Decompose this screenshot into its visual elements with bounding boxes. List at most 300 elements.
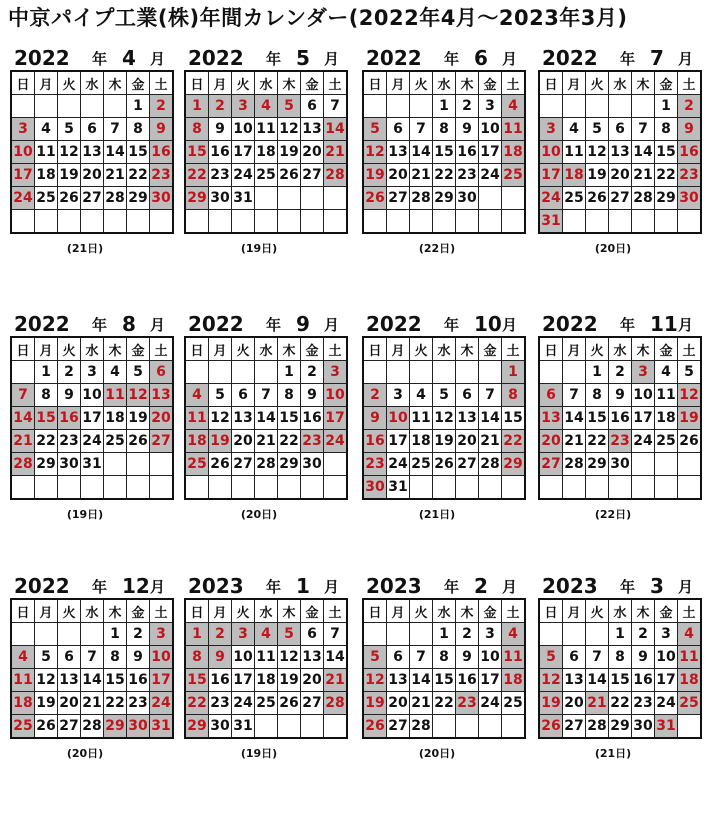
holiday-cell: 3 xyxy=(232,623,255,646)
day-cell: 28 xyxy=(586,715,609,739)
day-cell: 1 xyxy=(433,623,456,646)
holiday-cell: 4 xyxy=(255,95,278,118)
week-row xyxy=(185,623,347,646)
day-cell: 14 xyxy=(410,669,433,692)
day-cell: 2 xyxy=(456,95,479,118)
weekday-cell: 月 xyxy=(209,337,232,361)
holiday-cell: 11 xyxy=(502,646,526,669)
holiday-cell: 23 xyxy=(363,453,387,476)
empty-cell xyxy=(479,715,502,739)
day-cell: 24 xyxy=(232,164,255,187)
day-cell: 1 xyxy=(35,361,58,384)
holiday-cell: 23 xyxy=(609,430,632,453)
year-suffix: 年 xyxy=(92,316,108,334)
holiday-cell: 18 xyxy=(502,141,526,164)
day-cell: 17 xyxy=(232,141,255,164)
day-cell: 30 xyxy=(301,453,324,476)
day-cell: 31 xyxy=(232,715,255,739)
day-cell: 18 xyxy=(255,141,278,164)
weekday-header-row xyxy=(185,337,347,361)
weekday-cell: 金 xyxy=(127,71,150,95)
weekday-cell: 土 xyxy=(324,71,348,95)
day-cell: 13 xyxy=(301,646,324,669)
month-label: 4 xyxy=(122,46,136,70)
empty-cell xyxy=(255,715,278,739)
holiday-cell: 19 xyxy=(363,164,387,187)
day-cell: 13 xyxy=(563,669,586,692)
day-cell: 17 xyxy=(479,141,502,164)
day-cell: 12 xyxy=(58,141,81,164)
day-cell: 27 xyxy=(456,453,479,476)
day-cell: 28 xyxy=(632,187,655,210)
holiday-cell: 31 xyxy=(655,715,678,739)
day-cell: 10 xyxy=(479,118,502,141)
workday-count: (21日) xyxy=(594,747,632,760)
day-cell: 21 xyxy=(632,164,655,187)
week-row xyxy=(363,187,525,210)
day-cell: 13 xyxy=(387,141,410,164)
weekday-cell: 水 xyxy=(81,337,104,361)
week-row xyxy=(11,164,173,187)
month-label: 3 xyxy=(650,574,664,598)
month-calendar xyxy=(538,42,698,256)
empty-cell xyxy=(324,715,348,739)
day-cell: 16 xyxy=(127,669,150,692)
holiday-cell: 9 xyxy=(678,118,702,141)
holiday-cell: 5 xyxy=(363,646,387,669)
weekday-cell: 土 xyxy=(502,599,526,623)
day-cell: 9 xyxy=(127,646,150,669)
day-cell: 18 xyxy=(410,430,433,453)
day-cell: 19 xyxy=(278,669,301,692)
weekday-cell: 火 xyxy=(232,337,255,361)
month-label: 9 xyxy=(296,312,310,336)
weekday-cell: 土 xyxy=(324,599,348,623)
holiday-cell: 19 xyxy=(209,430,232,453)
holiday-cell: 10 xyxy=(11,141,35,164)
day-cell: 21 xyxy=(81,692,104,715)
day-cell: 6 xyxy=(232,384,255,407)
week-row xyxy=(363,669,525,692)
weekday-cell: 月 xyxy=(35,337,58,361)
day-cell: 9 xyxy=(209,118,232,141)
holiday-cell: 16 xyxy=(678,141,702,164)
day-cell: 25 xyxy=(655,430,678,453)
day-cell: 8 xyxy=(278,384,301,407)
year-suffix: 年 xyxy=(266,578,282,596)
day-cell: 27 xyxy=(232,453,255,476)
holiday-cell: 20 xyxy=(150,407,174,430)
week-row xyxy=(11,210,173,234)
day-cell: 15 xyxy=(278,407,301,430)
empty-cell xyxy=(539,476,563,500)
holiday-cell: 27 xyxy=(150,430,174,453)
month-calendar xyxy=(10,308,170,522)
day-cell: 24 xyxy=(81,430,104,453)
day-cell: 26 xyxy=(433,453,456,476)
week-row xyxy=(363,141,525,164)
holiday-cell: 11 xyxy=(11,669,35,692)
workday-count: (19日) xyxy=(240,242,278,255)
month-calendar xyxy=(538,570,698,761)
empty-cell xyxy=(81,476,104,500)
empty-cell xyxy=(104,453,127,476)
empty-cell xyxy=(479,476,502,500)
day-cell: 3 xyxy=(479,623,502,646)
day-cell: 11 xyxy=(35,141,58,164)
holiday-cell: 29 xyxy=(502,453,526,476)
week-row xyxy=(363,164,525,187)
day-cell: 28 xyxy=(255,453,278,476)
weekday-header-row xyxy=(539,337,701,361)
day-cell: 21 xyxy=(410,692,433,715)
day-cell: 18 xyxy=(255,669,278,692)
holiday-cell: 4 xyxy=(11,646,35,669)
day-cell: 16 xyxy=(456,669,479,692)
month-header xyxy=(10,308,170,336)
day-cell: 28 xyxy=(410,715,433,739)
weekday-header-row xyxy=(363,71,525,95)
day-cell: 15 xyxy=(609,669,632,692)
day-cell: 17 xyxy=(655,669,678,692)
weekday-header-row xyxy=(539,71,701,95)
holiday-cell: 8 xyxy=(502,384,526,407)
week-row xyxy=(185,453,347,476)
empty-cell xyxy=(655,476,678,500)
day-cell: 20 xyxy=(387,692,410,715)
empty-cell xyxy=(255,361,278,384)
week-row xyxy=(539,646,701,669)
week-row xyxy=(363,95,525,118)
week-row xyxy=(539,430,701,453)
month-table xyxy=(362,70,526,234)
weekday-cell: 水 xyxy=(609,71,632,95)
day-cell: 24 xyxy=(632,430,655,453)
day-cell: 21 xyxy=(563,430,586,453)
weekday-cell: 水 xyxy=(81,71,104,95)
weekday-cell: 土 xyxy=(502,71,526,95)
day-cell: 5 xyxy=(127,361,150,384)
workday-count: (20日) xyxy=(66,747,104,760)
holiday-cell: 5 xyxy=(363,118,387,141)
holiday-cell: 13 xyxy=(539,407,563,430)
empty-cell xyxy=(563,623,586,646)
empty-cell xyxy=(58,210,81,234)
empty-cell xyxy=(586,210,609,234)
day-cell: 9 xyxy=(609,384,632,407)
day-cell: 22 xyxy=(433,692,456,715)
empty-cell xyxy=(632,210,655,234)
holiday-cell: 4 xyxy=(255,623,278,646)
year-suffix: 年 xyxy=(620,578,636,596)
week-row xyxy=(11,646,173,669)
month-label: 1 xyxy=(296,574,310,598)
day-cell: 17 xyxy=(632,407,655,430)
week-row xyxy=(539,692,701,715)
holiday-cell: 9 xyxy=(209,646,232,669)
weekday-cell: 土 xyxy=(502,337,526,361)
day-cell: 22 xyxy=(655,164,678,187)
day-cell: 4 xyxy=(563,118,586,141)
month-suffix: 月 xyxy=(678,578,694,596)
empty-cell xyxy=(410,476,433,500)
week-row xyxy=(539,95,701,118)
empty-cell xyxy=(278,715,301,739)
workday-count: (21日) xyxy=(66,242,104,255)
empty-cell xyxy=(150,453,174,476)
week-row xyxy=(539,141,701,164)
week-row xyxy=(11,407,173,430)
year-suffix: 年 xyxy=(444,316,460,334)
day-cell: 13 xyxy=(301,118,324,141)
day-cell: 17 xyxy=(81,407,104,430)
day-cell: 24 xyxy=(655,692,678,715)
day-cell: 24 xyxy=(232,692,255,715)
holiday-cell: 21 xyxy=(324,141,348,164)
day-cell: 9 xyxy=(632,646,655,669)
day-cell: 23 xyxy=(632,692,655,715)
empty-cell xyxy=(11,361,35,384)
week-row xyxy=(185,430,347,453)
day-cell: 13 xyxy=(232,407,255,430)
week-row xyxy=(539,384,701,407)
day-cell: 16 xyxy=(209,669,232,692)
empty-cell xyxy=(301,187,324,210)
weekday-cell: 木 xyxy=(104,71,127,95)
weekday-cell: 日 xyxy=(185,71,209,95)
weekday-cell: 火 xyxy=(410,71,433,95)
month-calendar xyxy=(362,308,522,522)
holiday-cell: 21 xyxy=(324,669,348,692)
empty-cell xyxy=(255,476,278,500)
week-row xyxy=(11,118,173,141)
weekday-cell: 土 xyxy=(150,337,174,361)
day-cell: 30 xyxy=(609,453,632,476)
week-row xyxy=(363,361,525,384)
holiday-cell: 13 xyxy=(150,384,174,407)
day-cell: 16 xyxy=(632,669,655,692)
empty-cell xyxy=(209,361,232,384)
holiday-cell: 25 xyxy=(11,715,35,739)
day-cell: 23 xyxy=(209,164,232,187)
day-cell: 4 xyxy=(410,384,433,407)
month-suffix: 月 xyxy=(678,316,694,334)
week-row xyxy=(11,95,173,118)
holiday-cell: 10 xyxy=(539,141,563,164)
weekday-cell: 月 xyxy=(563,599,586,623)
weekday-cell: 水 xyxy=(255,71,278,95)
workday-count: (19日) xyxy=(240,747,278,760)
holiday-cell: 30 xyxy=(127,715,150,739)
holiday-cell: 10 xyxy=(387,407,410,430)
empty-cell xyxy=(363,361,387,384)
day-cell: 8 xyxy=(433,646,456,669)
empty-cell xyxy=(433,361,456,384)
holiday-cell: 30 xyxy=(150,187,174,210)
holiday-cell: 25 xyxy=(185,453,209,476)
day-cell: 29 xyxy=(35,453,58,476)
weekday-cell: 火 xyxy=(586,337,609,361)
day-cell: 29 xyxy=(586,453,609,476)
day-cell: 26 xyxy=(278,692,301,715)
day-cell: 25 xyxy=(104,430,127,453)
day-cell: 5 xyxy=(586,118,609,141)
holiday-cell: 25 xyxy=(502,164,526,187)
day-cell: 27 xyxy=(563,715,586,739)
holiday-cell: 19 xyxy=(678,407,702,430)
holiday-cell: 12 xyxy=(127,384,150,407)
week-row xyxy=(539,210,701,234)
holiday-cell: 3 xyxy=(324,361,348,384)
day-cell: 12 xyxy=(433,407,456,430)
month-suffix: 月 xyxy=(150,316,166,334)
month-label: 2 xyxy=(474,574,488,598)
holiday-cell: 31 xyxy=(150,715,174,739)
day-cell: 19 xyxy=(586,164,609,187)
month-header xyxy=(538,308,698,336)
week-row xyxy=(185,361,347,384)
holiday-cell: 2 xyxy=(209,623,232,646)
day-cell: 1 xyxy=(127,95,150,118)
month-header xyxy=(184,42,344,70)
empty-cell xyxy=(11,210,35,234)
week-row xyxy=(363,384,525,407)
day-cell: 7 xyxy=(410,646,433,669)
empty-cell xyxy=(479,187,502,210)
empty-cell xyxy=(433,715,456,739)
month-table xyxy=(184,70,348,234)
holiday-cell: 3 xyxy=(150,623,174,646)
week-row xyxy=(185,164,347,187)
weekday-header-row xyxy=(363,599,525,623)
day-cell: 3 xyxy=(479,95,502,118)
empty-cell xyxy=(255,210,278,234)
weekday-cell: 水 xyxy=(433,337,456,361)
day-cell: 3 xyxy=(387,384,410,407)
day-cell: 26 xyxy=(127,430,150,453)
empty-cell xyxy=(81,210,104,234)
holiday-cell: 23 xyxy=(678,164,702,187)
month-suffix: 月 xyxy=(150,578,166,596)
day-cell: 7 xyxy=(104,118,127,141)
day-cell: 6 xyxy=(387,646,410,669)
day-cell: 14 xyxy=(81,669,104,692)
year-suffix: 年 xyxy=(444,50,460,68)
holiday-cell: 17 xyxy=(150,669,174,692)
weekday-cell: 水 xyxy=(609,599,632,623)
week-row xyxy=(539,476,701,500)
month-calendar xyxy=(362,42,522,256)
weekday-cell: 金 xyxy=(127,337,150,361)
holiday-cell: 18 xyxy=(563,164,586,187)
day-cell: 4 xyxy=(104,361,127,384)
month-header xyxy=(362,308,522,336)
month-calendar xyxy=(184,42,344,256)
empty-cell xyxy=(363,210,387,234)
week-row xyxy=(363,623,525,646)
weekday-cell: 金 xyxy=(655,337,678,361)
weekday-cell: 日 xyxy=(185,337,209,361)
week-row xyxy=(363,453,525,476)
empty-cell xyxy=(278,476,301,500)
month-table xyxy=(362,336,526,500)
day-cell: 26 xyxy=(678,430,702,453)
weekday-cell: 火 xyxy=(58,337,81,361)
day-cell: 22 xyxy=(35,430,58,453)
holiday-cell: 27 xyxy=(539,453,563,476)
holiday-cell: 24 xyxy=(11,187,35,210)
weekday-cell: 水 xyxy=(255,599,278,623)
empty-cell xyxy=(185,361,209,384)
month-label: 6 xyxy=(474,46,488,70)
holiday-cell: 1 xyxy=(185,623,209,646)
day-cell: 27 xyxy=(81,187,104,210)
empty-cell xyxy=(127,210,150,234)
day-cell: 30 xyxy=(209,715,232,739)
empty-cell xyxy=(539,95,563,118)
month-header xyxy=(10,42,170,70)
year-label: 2022 xyxy=(188,46,244,70)
weekday-cell: 木 xyxy=(632,71,655,95)
month-suffix: 月 xyxy=(324,50,340,68)
day-cell: 5 xyxy=(35,646,58,669)
holiday-cell: 30 xyxy=(363,476,387,500)
day-cell: 2 xyxy=(127,623,150,646)
month-calendar xyxy=(184,308,344,522)
month-suffix: 月 xyxy=(502,578,518,596)
weekday-cell: 土 xyxy=(678,71,702,95)
day-cell: 5 xyxy=(209,384,232,407)
holiday-cell: 14 xyxy=(11,407,35,430)
week-row xyxy=(539,453,701,476)
holiday-cell: 10 xyxy=(150,646,174,669)
holiday-cell: 15 xyxy=(185,669,209,692)
holiday-cell: 9 xyxy=(150,118,174,141)
weekday-cell: 金 xyxy=(479,71,502,95)
holiday-cell: 14 xyxy=(324,118,348,141)
week-row xyxy=(539,407,701,430)
holiday-cell: 2 xyxy=(363,384,387,407)
day-cell: 17 xyxy=(387,430,410,453)
weekday-cell: 火 xyxy=(232,71,255,95)
empty-cell xyxy=(11,623,35,646)
day-cell: 9 xyxy=(58,384,81,407)
empty-cell xyxy=(479,210,502,234)
holiday-cell: 21 xyxy=(586,692,609,715)
month-label: 12 xyxy=(122,574,150,598)
weekday-header-row xyxy=(185,599,347,623)
weekday-cell: 金 xyxy=(301,599,324,623)
day-cell: 28 xyxy=(563,453,586,476)
holiday-cell: 21 xyxy=(11,430,35,453)
weekday-cell: 水 xyxy=(255,337,278,361)
day-cell: 21 xyxy=(255,430,278,453)
holiday-cell: 12 xyxy=(678,384,702,407)
empty-cell xyxy=(410,623,433,646)
day-cell: 3 xyxy=(655,623,678,646)
weekday-cell: 日 xyxy=(11,599,35,623)
holiday-cell: 4 xyxy=(502,95,526,118)
weekday-cell: 土 xyxy=(678,599,702,623)
week-row xyxy=(11,692,173,715)
day-cell: 11 xyxy=(410,407,433,430)
workday-count: (21日) xyxy=(418,508,456,521)
weekday-cell: 月 xyxy=(209,71,232,95)
empty-cell xyxy=(563,361,586,384)
empty-cell xyxy=(232,476,255,500)
day-cell: 26 xyxy=(586,187,609,210)
weekday-cell: 日 xyxy=(11,71,35,95)
